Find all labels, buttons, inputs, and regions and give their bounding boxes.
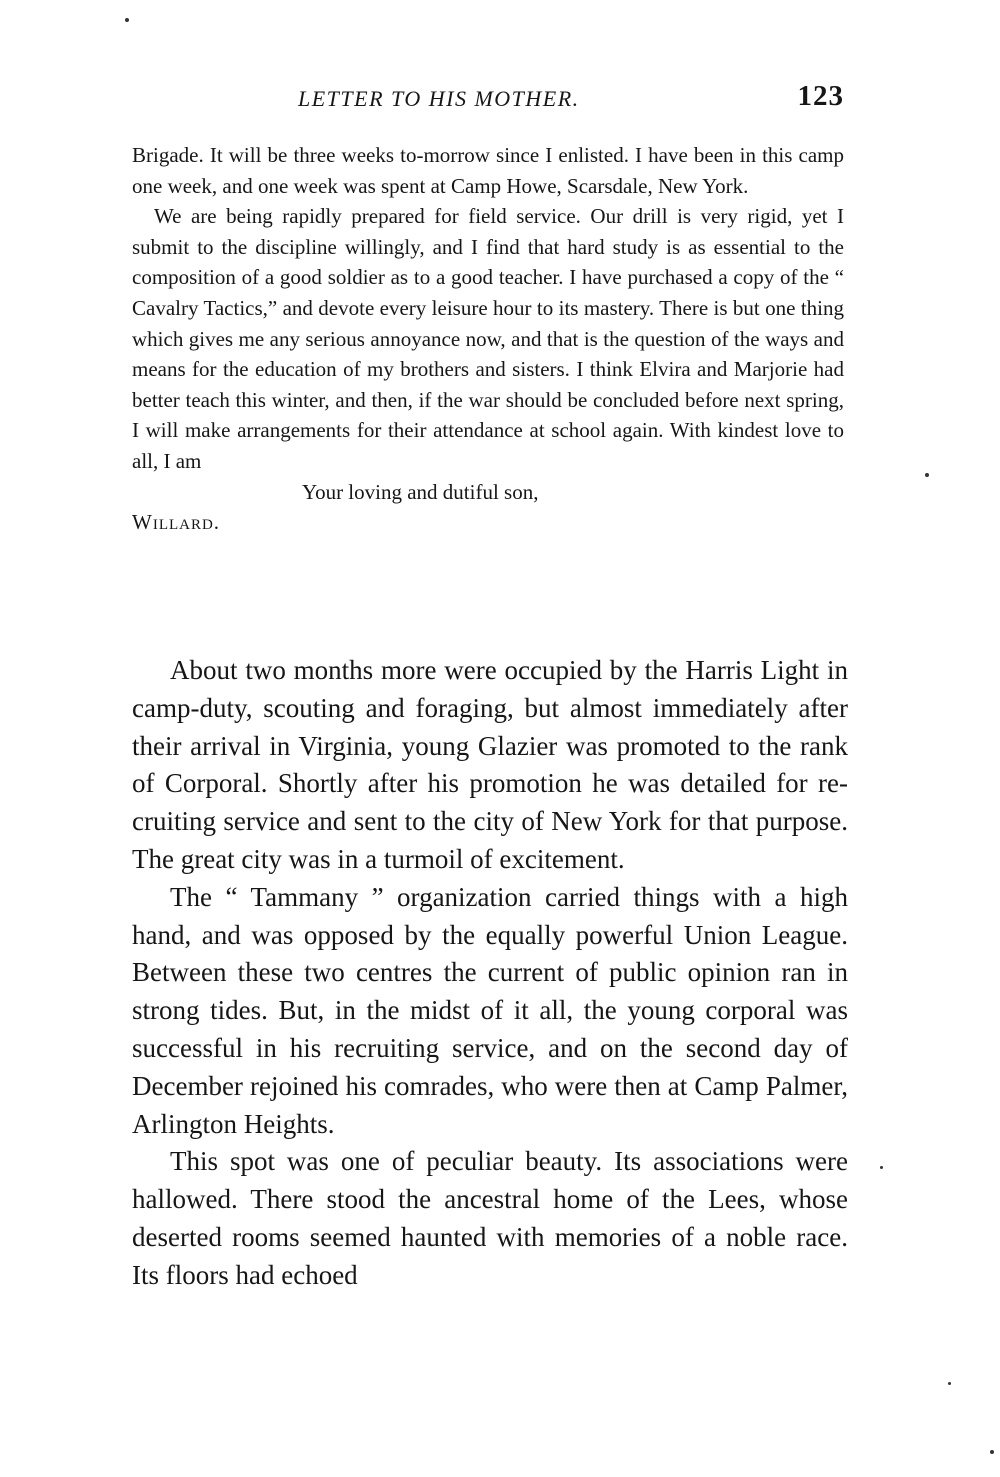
letter-excerpt <box>132 140 844 538</box>
running-head <box>132 80 848 120</box>
print-speck <box>880 1166 883 1169</box>
narrative-paragraph: The “ Tammany ” organization carried things with a high hand, and was opposed by the equally powerful Union League. Between these two centres the current of public opinion ran in strong tides. But, in the midst of it all, the young corporal was successful in his recruiting service, and on the second day of December rejoined his comrades, who were then at Camp Palmer, Arlington Heights. <box>132 881 848 1139</box>
letter-signature: Willard. <box>132 510 221 535</box>
narrative-text <box>132 652 848 1295</box>
letter-closing: Your loving and dutiful son, <box>302 479 539 504</box>
print-speck <box>925 473 929 477</box>
print-speck <box>990 1450 994 1454</box>
letter-paragraph: We are being rapidly prepared for field service. Our drill is very rigid, yet I submit to the discipline willingly, and I find that hard study is as essential to the composition of a good soldier as to a good teacher. I have purchased a copy of the “ Cavalry Tactics,” and devote every leisure hour to its mastery. There is but one thing which gives me any serious annoyance now, and that is the question of the ways and means for the education of my brothers and sisters. I think Elvira and Marjorie had better teach this winter, and then, if the war should be concluded before next spring, I will make arrangements for their attendance at school again. With kindest love to all, I am <box>132 204 844 473</box>
letter-paragraph: Brigade. It will be three weeks to-morrow since I enlisted. I have been in this camp one week, and one week was spent at Camp Howe, Scarsdale, New York. <box>132 143 844 198</box>
running-title: LETTER TO HIS MOTHER. <box>298 86 580 111</box>
page-number: 123 <box>797 80 844 112</box>
narrative-paragraph: About two months more were occupied by the Harris Light in camp-duty, scouting and foraging, but almost immediately after their arrival in Virginia, young Glazier was promoted to the rank of Corporal. Shortly after his promotion he was detailed for recruiting service and sent to the city of New York for that purpose. The great city was in a turmoil of excitement. <box>132 655 848 874</box>
print-speck <box>948 1382 951 1385</box>
print-speck <box>125 18 129 22</box>
narrative-paragraph: This spot was one of peculiar beauty. Its associations were hallowed. There stood the ancestral home of the Lees, whose deserted rooms seemed haunted with memories of a noble race. Its floors had echoed <box>132 1146 848 1290</box>
